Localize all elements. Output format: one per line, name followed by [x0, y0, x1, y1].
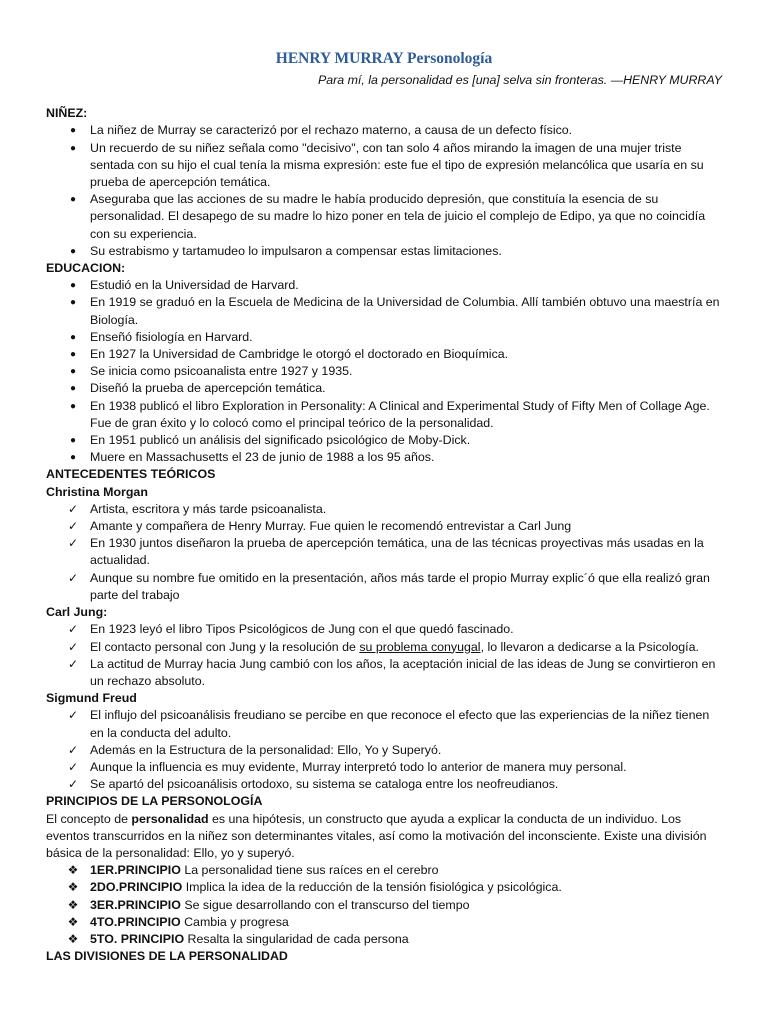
check-icon: ✓ [67, 708, 79, 723]
educacion-list [46, 277, 722, 466]
check-icon: ✓ [67, 777, 79, 792]
principios-list [46, 862, 722, 948]
check-icon: ✓ [67, 536, 79, 551]
list-item: ● En 1927 la Universidad de Cambridge le otorgó el doctorado en Bioquímica. [46, 346, 722, 363]
ninez-list [46, 122, 722, 260]
diamond-bullet-icon: ❖ [67, 914, 79, 929]
list-item: ✓ La actitud de Murray hacia Jung cambió con los años, la aceptación inicial de las ideas de Jung se convirtieron en un rechazo absoluto. [67, 656, 716, 688]
list-item: ● Enseñó fisiología en Harvard. [46, 329, 722, 346]
check-icon: ✓ [67, 639, 79, 654]
list-item: ● Su estrabismo y tartamudeo lo impulsaron a compensar estas limitaciones. [46, 243, 722, 260]
morgan-list [46, 501, 722, 604]
list-item: ● Muere en Massachusetts el 23 de junio de 1988 a los 95 años. [46, 449, 722, 466]
diamond-bullet-icon: ❖ [67, 931, 79, 946]
list-item: ❖ 5TO. PRINCIPIO Resalta la singularidad de cada persona [46, 931, 722, 948]
bullet-icon: ● [69, 245, 77, 257]
check-icon: ✓ [67, 622, 79, 637]
bullet-icon: ● [69, 366, 77, 378]
list-item: ✓ Artista, escritora y más tarde psicoanalista. [46, 501, 722, 518]
list-item: ✓ Aunque la influencia es muy evidente, Murray interpretó todo lo anterior de manera muy personal. [46, 759, 722, 776]
bullet-icon: ● [69, 194, 77, 206]
check-icon: ✓ [67, 656, 79, 671]
list-item: ❖ 3ER.PRINCIPIO Se sigue desarrollando con el transcurso del tiempo [46, 897, 722, 914]
bullet-icon: ● [69, 383, 77, 395]
list-item: ❖ 1ER.PRINCIPIO La personalidad tiene sus raíces en el cerebro [46, 862, 722, 879]
diamond-bullet-icon: ❖ [67, 863, 79, 878]
list-item: ● En 1919 se graduó en la Escuela de Medicina de la Universidad de Columbia. Allí también obtuvo una maestría en Biología. [46, 294, 722, 328]
section-heading-educacion: EDUCACION: [46, 261, 126, 276]
freud-list [46, 707, 722, 793]
bullet-icon: ● [69, 142, 77, 154]
subheading-sigmund-freud: Sigmund Freud [46, 691, 137, 706]
bullet-icon: ● [69, 331, 77, 343]
subheading-christina-morgan: Christina Morgan [46, 484, 148, 499]
bullet-icon: ● [69, 297, 77, 309]
list-item: ● Diseñó la prueba de apercepción temática. [46, 380, 722, 397]
list-item: ✓ Se apartó del psicoanálisis ortodoxo, su sistema se cataloga entre los neofreudianos. [46, 776, 722, 793]
check-icon: ✓ [67, 570, 79, 585]
check-icon: ✓ [67, 742, 79, 757]
list-item: ● Estudió en la Universidad de Harvard. [46, 277, 722, 294]
list-item: ● En 1938 publicó el libro Exploration in Personality: A Clinical and Experimental Study of Fifty Men of Collage Age. Fue de gran éxito y lo colocó como el principal teórico de la personalidad. [46, 398, 722, 432]
list-item: ● Se inicia como psicoanalista entre 1927 y 1935. [46, 363, 722, 380]
diamond-bullet-icon: ❖ [67, 880, 79, 895]
check-icon: ✓ [67, 519, 79, 534]
bullet-icon: ● [69, 452, 77, 464]
bullet-icon: ● [69, 280, 77, 292]
principios-intro: El concepto de personalidad es una hipótesis, un constructo que ayuda a explicar la conducta de un individuo. Los eventos transcurridos en la niñez son determinantes vitales, así como la motivación del inconsciente. Existe una división básica de la personalidad: Ello, yo y superyó. [46, 811, 707, 860]
list-item: ✓ Aunque su nombre fue omitido en la presentación, años más tarde el propio Murray explic´ó que ella realizó gran parte del trabajo [67, 570, 710, 602]
list-item: ✓ En 1930 juntos diseñaron la prueba de apercepción temática, una de las técnicas proyectivas más usadas en la actualidad. [67, 536, 704, 568]
check-icon: ✓ [67, 501, 79, 516]
list-item: ✓ En 1923 leyó el libro Tipos Psicológicos de Jung con el que quedó fascinado. [46, 621, 722, 638]
bullet-icon: ● [69, 349, 77, 361]
subheading-carl-jung: Carl Jung: [46, 605, 108, 620]
diamond-bullet-icon: ❖ [67, 897, 79, 912]
section-heading-principios: PRINCIPIOS DE LA PERSONOLOGÍA [46, 794, 263, 809]
list-item: ● Aseguraba que las acciones de su madre le había producido depresión, que constituía la esencia de su personalidad. El desapego de su madre lo hizo poner en tela de juicio el complejo de Edipo, ya que no coincidía con su experiencia. [46, 191, 722, 243]
list-item: ● Un recuerdo de su niñez señala como "decisivo", con tan solo 4 años mirando la imagen de una mujer triste sentada con su hijo el cual tenía la misma expresión: este fue el tipo de expresión melancólica que usaría en su prueba de apercepción temática. [46, 140, 722, 192]
list-item: ❖ 4TO.PRINCIPIO Cambia y progresa [46, 914, 722, 931]
jung-list [46, 621, 722, 690]
list-item: ✓ El contacto personal con Jung y la resolución de su problema conyugal, lo llevaron a dedicarse a la Psicología. [46, 639, 722, 656]
underlined-phrase: su problema conyugal [359, 639, 481, 654]
list-item: ✓ Además en la Estructura de la personalidad: Ello, Yo y Superyó. [46, 742, 722, 759]
list-item: ● En 1951 publicó un análisis del significado psicológico de Moby-Dick. [46, 432, 722, 449]
document-title: HENRY MURRAY Personología [275, 50, 493, 67]
section-heading-divisiones: LAS DIVISIONES DE LA PERSONALIDAD [46, 949, 288, 964]
epigraph-quote: Para mí, la personalidad es [una] selva sin fronteras. —HENRY MURRAY [317, 73, 722, 87]
list-item: ❖ 2DO.PRINCIPIO Implica la idea de la reducción de la tensión fisiológica y psicológica. [46, 879, 722, 896]
list-item: ✓ El influjo del psicoanálisis freudiano se percibe en que reconoce el efecto que las experiencias de la niñez tienen en la conducta del adulto. [67, 708, 710, 740]
list-item: ✓ Amante y compañera de Henry Murray. Fue quien le recomendó entrevistar a Carl Jung [46, 518, 722, 535]
bullet-icon: ● [69, 125, 77, 137]
bullet-icon: ● [69, 435, 77, 447]
check-icon: ✓ [67, 759, 79, 774]
bullet-icon: ● [69, 400, 77, 412]
section-heading-antecedentes: ANTECEDENTES TEÓRICOS [46, 467, 216, 482]
list-item: ● La niñez de Murray se caracterizó por el rechazo materno, a causa de un defecto físico. [46, 122, 722, 139]
section-heading-ninez: NIÑEZ: [46, 106, 88, 121]
